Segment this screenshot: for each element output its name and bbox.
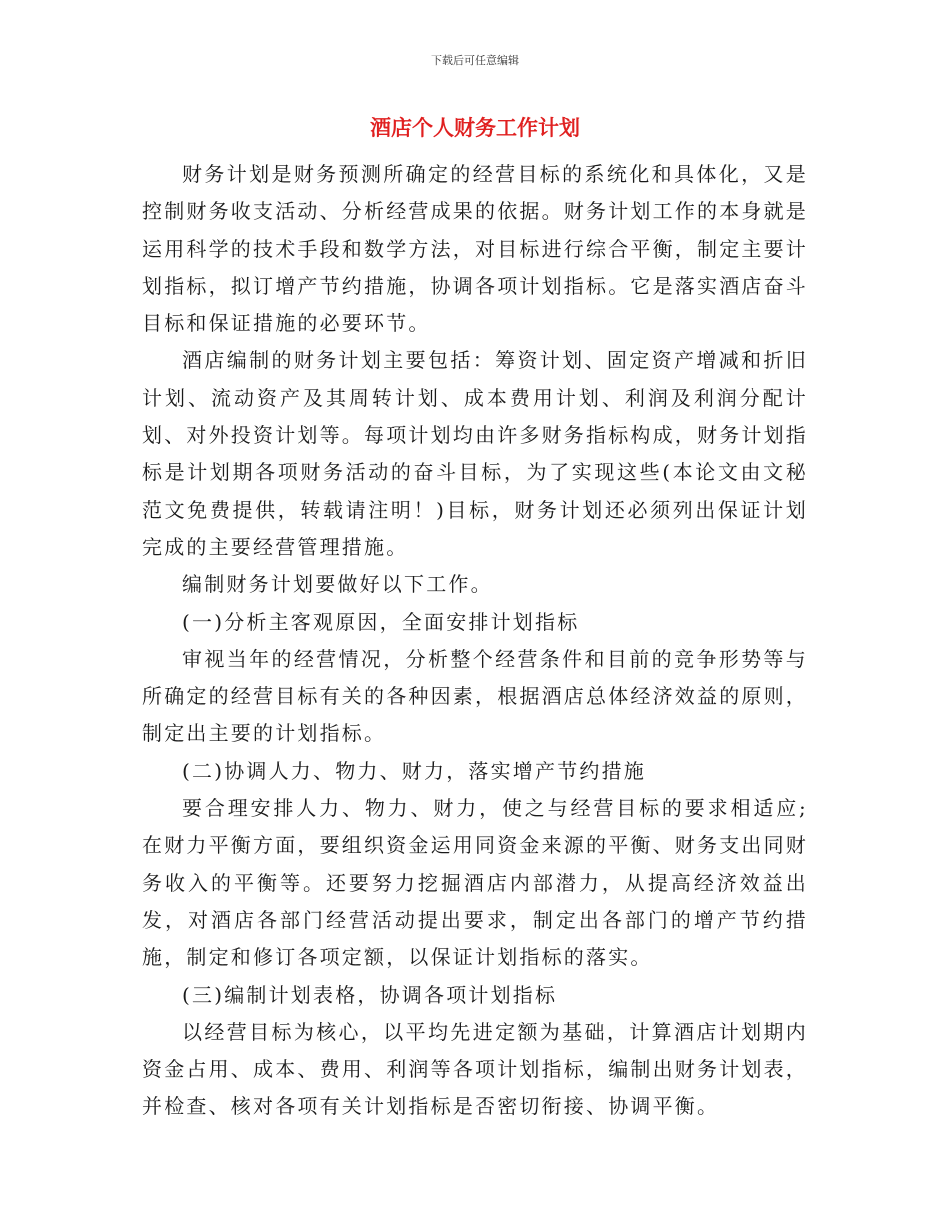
paragraph-section-1: 审视当年的经营情况，分析整个经营条件和目前的竞争形势等与所确定的经营目标有关的各种因素，根据酒店总体经济效益的原则，制定出主要的计划指标。: [142, 646, 808, 746]
page-header-note: 下载后可任意编辑: [431, 54, 519, 67]
paragraph-section-2: 要合理安排人力、物力、财力，使之与经营目标的要求相适应;在财力平衡方面，要组织资金运用同资金来源的平衡、财务支出同财务收入的平衡等。还要努力挖掘酒店内部潜力，从提高经济效益出发，对酒店各部门经营活动提出要求，制定出各部门的增产节约措施，制定和修订各项定额，以保证计划指标的落实。: [142, 796, 808, 970]
section-heading-1: (一)分析主客观原因，全面安排计划指标: [182, 609, 580, 634]
section-heading-3: (三)编制计划表格，协调各项计划指标: [182, 982, 558, 1007]
section-heading-2: (二)协调人力、物力、财力，落实增产节约措施: [182, 758, 647, 783]
paragraph-contents: 酒店编制的财务计划主要包括：筹资计划、固定资产增减和折旧计划、流动资产及其周转计划、成本费用计划、利润及利润分配计划、对外投资计划等。每项计划均由许多财务指标构成，财务计划指标是计划期各项财务活动的奋斗目标，为了实现这些(本论文由文秘范文免费提供，转载请注明！)目标，财务计划还必须列出保证计划完成的主要经营管理措施。: [142, 348, 808, 559]
document-title: 酒店个人财务工作计划: [370, 115, 580, 140]
paragraph-section-3: 以经营目标为核心，以平均先进定额为基础，计算酒店计划期内资金占用、成本、费用、利润等各项计划指标，编制出财务计划表，并检查、核对各项有关计划指标是否密切衔接、协调平衡。: [142, 1019, 808, 1119]
paragraph-tasks-intro: 编制财务计划要做好以下工作。: [182, 572, 493, 597]
paragraph-intro: 财务计划是财务预测所确定的经营目标的系统化和具体化，又是控制财务收支活动、分析经营成果的依据。财务计划工作的本身就是运用科学的技术手段和数学方法，对目标进行综合平衡，制定主要计划指标，拟订增产节约措施，协调各项计划指标。它是落实酒店奋斗目标和保证措施的必要环节。: [142, 162, 808, 336]
document-body: [142, 156, 808, 1126]
